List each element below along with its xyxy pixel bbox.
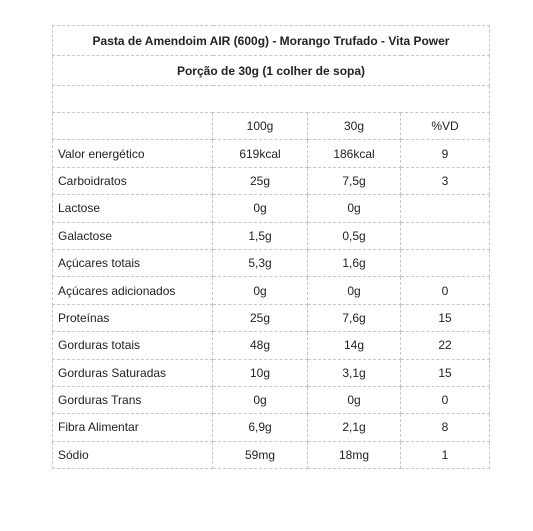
table-row: [53, 304, 490, 331]
portion-row: [53, 56, 490, 86]
nutrient-name: Açúcares adicionados: [53, 277, 213, 304]
value-per-100g: 0g: [213, 386, 308, 413]
value-vd: 0: [401, 386, 490, 413]
nutrition-table: [52, 25, 490, 469]
value-per-30g: 2,1g: [308, 414, 401, 441]
value-per-100g: 0g: [213, 277, 308, 304]
header-vd: %VD: [401, 113, 490, 140]
value-per-30g: 0g: [308, 277, 401, 304]
value-vd: 9: [401, 140, 490, 167]
nutrient-name: Carboidratos: [53, 167, 213, 194]
nutrient-name: Gorduras Trans: [53, 386, 213, 413]
product-title: Pasta de Amendoim AIR (600g) - Morango Trufado - Vita Power: [53, 26, 490, 56]
table-row: [53, 332, 490, 359]
nutrient-rows: [53, 140, 490, 469]
value-per-30g: 0g: [308, 195, 401, 222]
title-row: [53, 26, 490, 56]
table-row: [53, 195, 490, 222]
header-nutrient-cell: [53, 113, 213, 140]
value-per-30g: 18mg: [308, 441, 401, 468]
value-vd: 8: [401, 414, 490, 441]
table-row: [53, 167, 490, 194]
value-per-100g: 1,5g: [213, 222, 308, 249]
value-vd: 15: [401, 359, 490, 386]
table-row: [53, 386, 490, 413]
spacer-cell: [53, 86, 490, 113]
nutrient-name: Lactose: [53, 195, 213, 222]
nutrient-name: Fibra Alimentar: [53, 414, 213, 441]
value-vd: 15: [401, 304, 490, 331]
value-per-30g: 1,6g: [308, 249, 401, 276]
value-per-30g: 3,1g: [308, 359, 401, 386]
value-per-30g: 186kcal: [308, 140, 401, 167]
value-per-100g: 619kcal: [213, 140, 308, 167]
nutrient-name: Gorduras totais: [53, 332, 213, 359]
header-per-100g: 100g: [213, 113, 308, 140]
value-per-100g: 25g: [213, 167, 308, 194]
value-per-30g: 0g: [308, 386, 401, 413]
nutrient-name: Galactose: [53, 222, 213, 249]
nutrient-name: Sódio: [53, 441, 213, 468]
value-vd: 22: [401, 332, 490, 359]
nutrient-name: Proteínas: [53, 304, 213, 331]
table-row: [53, 359, 490, 386]
value-per-30g: 14g: [308, 332, 401, 359]
header-per-30g: 30g: [308, 113, 401, 140]
table-row: [53, 140, 490, 167]
value-per-100g: 6,9g: [213, 414, 308, 441]
value-vd: [401, 222, 490, 249]
value-per-100g: 5,3g: [213, 249, 308, 276]
value-vd: 3: [401, 167, 490, 194]
table-row: [53, 277, 490, 304]
portion-label: Porção de 30g (1 colher de sopa): [53, 56, 490, 86]
value-per-100g: 25g: [213, 304, 308, 331]
value-vd: 1: [401, 441, 490, 468]
value-vd: [401, 249, 490, 276]
value-per-100g: 48g: [213, 332, 308, 359]
table-row: [53, 414, 490, 441]
value-vd: [401, 195, 490, 222]
value-per-30g: 7,5g: [308, 167, 401, 194]
value-per-100g: 59mg: [213, 441, 308, 468]
value-vd: 0: [401, 277, 490, 304]
table-row: [53, 249, 490, 276]
value-per-100g: 0g: [213, 195, 308, 222]
value-per-100g: 10g: [213, 359, 308, 386]
table-row: [53, 441, 490, 468]
spacer-row: [53, 86, 490, 113]
header-row: [53, 113, 490, 140]
nutrient-name: Gorduras Saturadas: [53, 359, 213, 386]
value-per-30g: 0,5g: [308, 222, 401, 249]
value-per-30g: 7,6g: [308, 304, 401, 331]
table-row: [53, 222, 490, 249]
nutrient-name: Açúcares totais: [53, 249, 213, 276]
nutrient-name: Valor energético: [53, 140, 213, 167]
